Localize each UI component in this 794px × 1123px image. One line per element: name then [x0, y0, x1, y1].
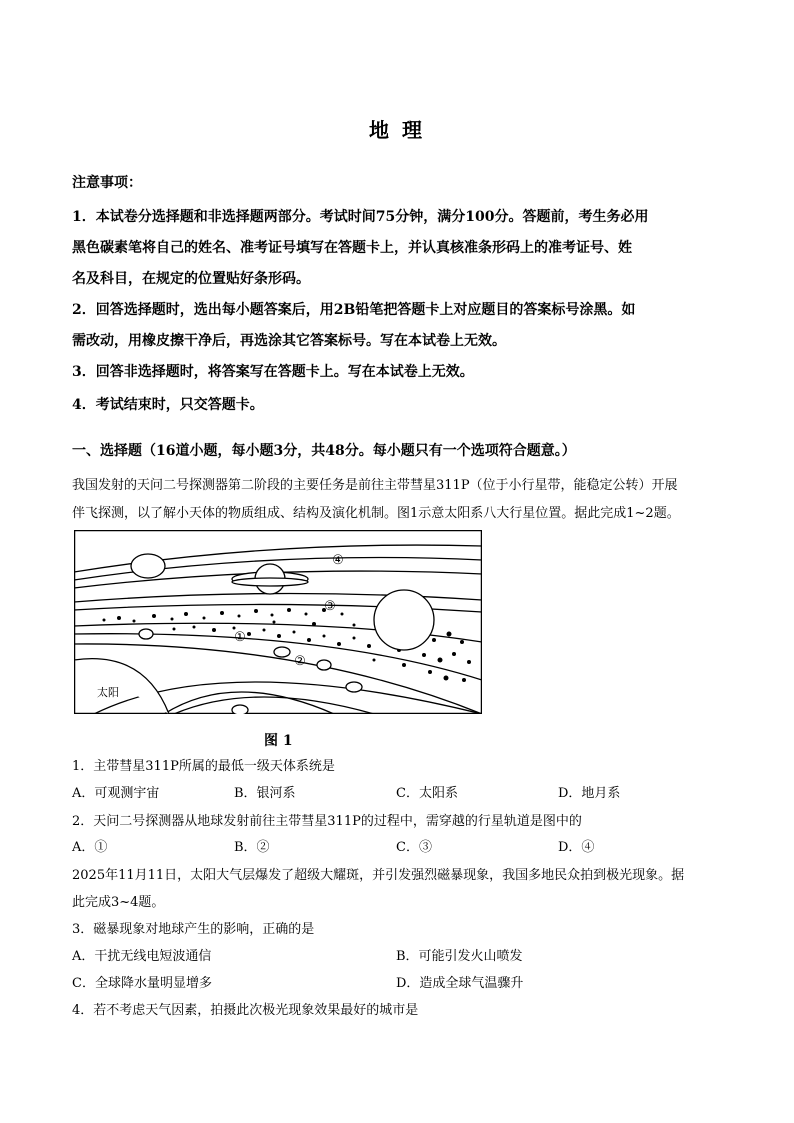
option-c: C．太阳系 — [396, 786, 458, 801]
option-a: A．干扰无线电短波通信 — [72, 949, 212, 964]
option-c: C．全球降水量明显增多 — [72, 976, 212, 991]
saturn-ring-front — [232, 578, 308, 586]
notice-heading: 注意事项： — [72, 175, 142, 191]
solar-system-figure — [74, 530, 482, 714]
orbit-marker-1: ① — [234, 630, 246, 645]
option-c: C．③ — [396, 840, 432, 855]
figure-caption: 图 1 — [264, 733, 293, 749]
orbit-marker-4: ④ — [332, 553, 344, 568]
notice-line: 名及科目，在规定的位置贴好条形码。 — [72, 271, 310, 287]
section-heading: 一、选择题（16道小题，每小题3分，共48分。每小题只有一个选项符合题意。） — [72, 443, 576, 459]
orbit-marker-3: ③ — [324, 599, 336, 614]
question-stem: 2．天问二号探测器从地球发射前往主带彗星311P的过程中，需穿越的行星轨道是图中的 — [72, 814, 582, 829]
intro-paragraph-line: 我国发射的天问二号探测器第二阶段的主要任务是前往主带彗星311P（位于小行星带，能稳定公转）开展 — [72, 478, 678, 493]
intro-paragraph-line: 伴飞探测，以了解小天体的物质组成、结构及演化机制。图1示意太阳系八大行星位置。据此完成1~2题。 — [72, 506, 680, 521]
question-stem: 1．主带彗星311P所属的最低一级天体系统是 — [72, 759, 335, 774]
notice-line: 1．本试卷分选择题和非选择题两部分。考试时间75分钟，满分100分。答题前，考生务必用 — [72, 209, 649, 225]
intro-paragraph-line: 此完成3~4题。 — [72, 895, 165, 910]
option-d: D．地月系 — [558, 786, 621, 801]
orbit-marker-2: ② — [294, 654, 306, 669]
notice-line: 黑色碳素笔将自己的姓名、准考证号填写在答题卡上，并认真核准条形码上的准考证号、姓 — [72, 240, 632, 256]
page-title: 地 理 — [369, 118, 425, 142]
question-stem: 3．磁暴现象对地球产生的影响，正确的是 — [72, 922, 315, 937]
question-stem: 4．若不考虑天气因素，拍摄此次极光现象效果最好的城市是 — [72, 1003, 419, 1018]
notice-line: 2．回答选择题时，选出每小题答案后，用2B铅笔把答题卡上对应题目的答案标号涂黑。如 — [72, 302, 636, 318]
option-b: B．银河系 — [234, 786, 296, 801]
option-a: A．① — [72, 840, 108, 855]
option-b: B．② — [234, 840, 270, 855]
planet-venus — [274, 647, 290, 657]
notice-line: 需改动，用橡皮擦干净后，再选涂其它答案标号。写在本试卷上无效。 — [72, 333, 506, 349]
notice-line: 3．回答非选择题时，将答案写在答题卡上。写在本试卷上无效。 — [72, 364, 474, 380]
planet-mercury — [139, 629, 153, 639]
notice-line: 4．考试结束时，只交答题卡。 — [72, 397, 264, 413]
option-d: D．④ — [558, 840, 595, 855]
option-b: B．可能引发火山喷发 — [396, 949, 523, 964]
planet-jupiter — [374, 590, 434, 650]
planet-mars — [346, 682, 362, 692]
intro-paragraph-line: 2025年11月11日，太阳大气层爆发了超级大耀斑，并引发强烈磁暴现象，我国多地民众拍到极光现象。据 — [72, 868, 685, 883]
planet-small — [232, 705, 248, 714]
sun-label: 太阳 — [97, 686, 119, 699]
planet-neptune — [131, 554, 165, 578]
planet-earth — [317, 660, 331, 670]
option-d: D．造成全球气温骤升 — [396, 976, 524, 991]
option-a: A．可观测宇宙 — [72, 786, 160, 801]
